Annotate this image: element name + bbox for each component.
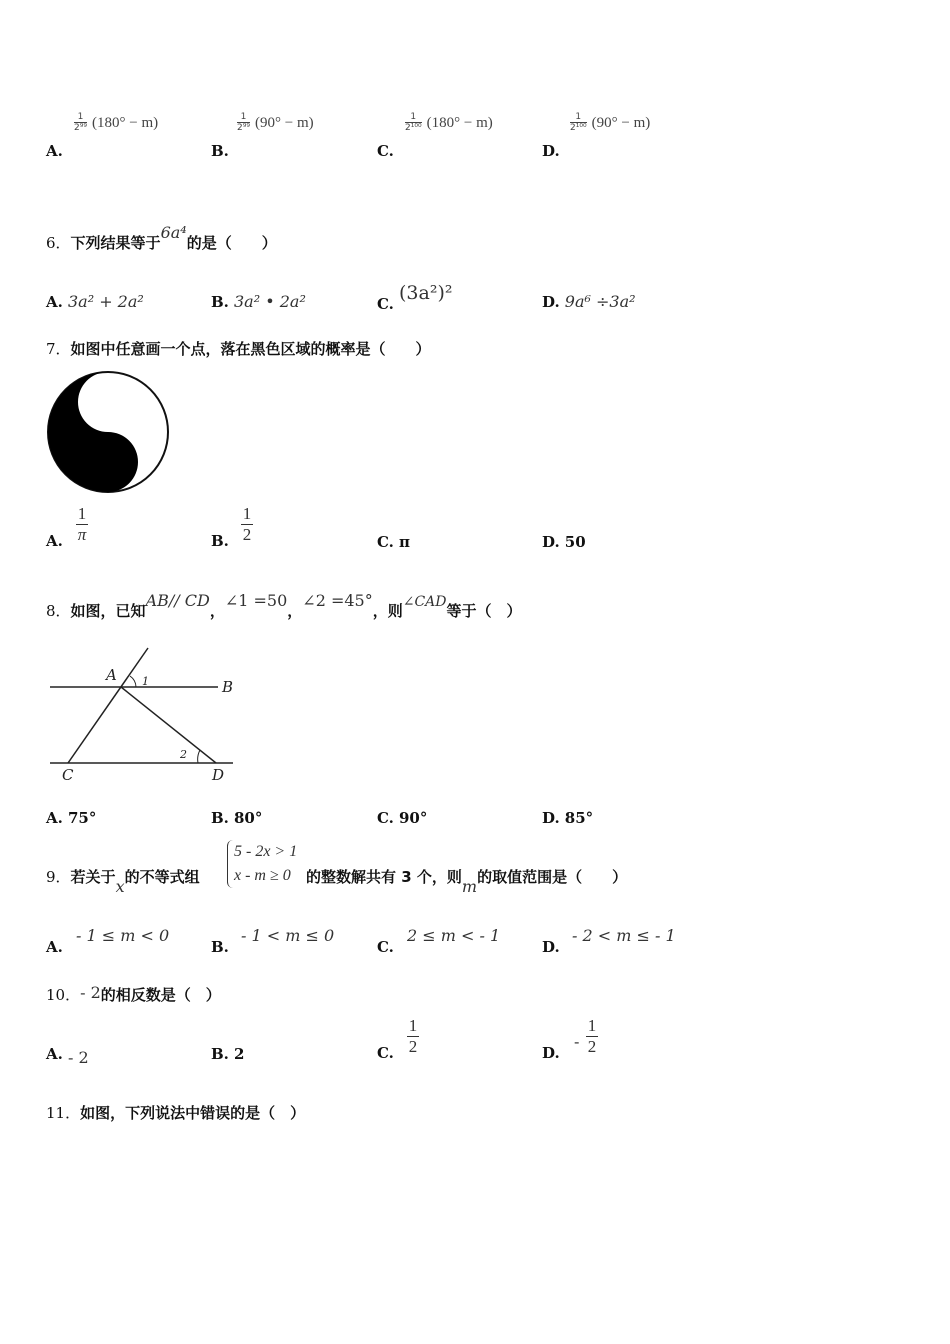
option-letter: B. <box>211 142 229 160</box>
option-letter: B. <box>211 938 229 956</box>
yin-yang-figure <box>44 368 172 496</box>
point-b-label: B <box>222 678 234 696</box>
option-letter: C. <box>377 295 394 313</box>
question-text: 的整数解共有 3 个，则 <box>306 868 462 886</box>
question-text: 下列结果等于 <box>70 234 161 252</box>
point-a-label: A <box>106 666 117 684</box>
fraction-numerator: 1 <box>408 1016 418 1035</box>
option-letter: C. <box>377 142 394 160</box>
option-expression: 3a² • 2a² <box>234 292 306 311</box>
fraction-numerator: 1 <box>410 112 417 122</box>
option-letter: A. <box>46 938 63 956</box>
fraction-numerator: 1 <box>77 112 84 122</box>
q10-stem <box>46 984 221 1005</box>
option-letter: C. <box>377 533 394 551</box>
question-math: - 2 <box>80 983 101 1002</box>
negative-sign: - <box>574 1032 580 1051</box>
option-text: 80° <box>234 809 263 827</box>
triangle-figure <box>48 640 243 785</box>
question-text: 的不等式组 <box>124 868 200 886</box>
question-number: 9． <box>46 868 71 886</box>
question-text: 的取值范围是（ ） <box>477 868 628 886</box>
option-letter: C. <box>377 1044 394 1062</box>
q9-stem <box>46 866 200 896</box>
question-math: m <box>461 877 478 896</box>
q6-option-c[interactable] <box>377 282 453 313</box>
fraction-denominator: 2⁹⁹ <box>237 123 250 133</box>
option-text: 2 <box>234 1045 245 1063</box>
q7-stem <box>46 338 431 359</box>
q6-stem <box>46 223 277 253</box>
question-number: 8． <box>46 602 71 620</box>
q10-option-b[interactable] <box>211 1044 244 1063</box>
option-letter: B. <box>211 1045 229 1063</box>
q6-option-a[interactable] <box>46 292 144 311</box>
question-text: 如图，已知 <box>70 602 146 620</box>
option-text: 85° <box>564 809 594 827</box>
q8-option-d[interactable] <box>542 808 593 827</box>
option-expression: (180° − m) <box>92 115 159 131</box>
option-letter: D. <box>542 533 560 551</box>
question-text: 的是（ ） <box>186 234 277 252</box>
option-text: π <box>399 533 410 551</box>
point-d-label: D <box>212 766 225 784</box>
question-number: 6． <box>46 234 71 252</box>
option-letter: B. <box>211 532 229 550</box>
fraction-denominator: 2¹⁰⁰ <box>405 123 422 133</box>
inequality-line: 5 - 2x > 1 <box>234 843 298 860</box>
option-letter: A. <box>46 142 63 160</box>
question-math: ∠CAD <box>402 594 447 610</box>
q8-option-b[interactable] <box>211 808 262 827</box>
option-expression: - 2 <box>67 1048 89 1067</box>
question-number: 7． <box>46 340 71 358</box>
point-c-label: C <box>62 766 74 784</box>
question-text: ，则 <box>372 602 403 620</box>
option-expression: - 1 < m ≤ 0 <box>241 926 335 945</box>
angle-1-label: 1 <box>142 675 149 688</box>
fraction-denominator: π <box>77 525 87 544</box>
option-letter: A. <box>46 293 63 311</box>
option-expression: (180° − m) <box>426 115 493 131</box>
option-letter: A. <box>46 809 63 827</box>
q6-option-d[interactable] <box>542 292 636 311</box>
option-letter: A. <box>46 532 63 550</box>
q8-option-a[interactable] <box>46 808 96 827</box>
inequality-system <box>227 840 297 888</box>
fraction-numerator: 1 <box>575 112 582 122</box>
fraction-numerator: 1 <box>77 504 87 523</box>
option-letter: B. <box>211 809 229 827</box>
question-number: 11． <box>46 1104 81 1122</box>
option-expression: - 2 < m ≤ - 1 <box>572 926 676 945</box>
option-expression: - 1 ≤ m < 0 <box>76 926 170 945</box>
option-letter: C. <box>377 809 394 827</box>
option-expression: (3a²)² <box>399 282 453 304</box>
inequality-line: x - m ≥ 0 <box>234 867 291 884</box>
option-text: 50 <box>564 533 586 551</box>
q8-option-c[interactable] <box>377 808 427 827</box>
q6-option-b[interactable] <box>211 292 306 311</box>
q11-stem <box>46 1102 305 1123</box>
option-text: 75° <box>67 809 97 827</box>
option-expression: (90° − m) <box>255 115 314 131</box>
fraction-numerator: 1 <box>242 504 252 523</box>
q10-option-a[interactable] <box>46 1044 89 1067</box>
option-letter: D. <box>542 938 560 956</box>
fraction-denominator: 2 <box>408 1037 418 1056</box>
question-math: ∠2 =45° <box>302 591 373 610</box>
option-letter: D. <box>542 809 560 827</box>
question-math: ∠1 =50 <box>224 591 288 610</box>
option-letter: C. <box>377 938 394 956</box>
question-text: 如图中任意画一个点，落在黑色区域的概率是（ ） <box>70 340 431 358</box>
question-math: AB// CD <box>145 591 210 610</box>
fraction-denominator: 2⁹⁹ <box>74 123 87 133</box>
question-text: 如图，下列说法中错误的是（ ） <box>80 1104 306 1122</box>
q7-option-d[interactable] <box>542 532 586 551</box>
question-text: 等于（ ） <box>446 602 522 620</box>
fraction-numerator: 1 <box>240 112 247 122</box>
fraction-denominator: 2 <box>587 1037 597 1056</box>
option-expression: 9a⁶ ÷3a² <box>564 292 636 311</box>
question-text: 若关于 <box>70 868 116 886</box>
question-text: 的相反数是（ ） <box>100 986 221 1004</box>
q8-stem: 8．如图，已知AB// CD，∠1 =50，∠2 =45°，则∠CAD等于（ ） <box>46 591 522 620</box>
option-expression: 2 ≤ m < - 1 <box>407 926 501 945</box>
option-expression: (90° − m) <box>591 115 651 131</box>
option-letter: B. <box>211 293 229 311</box>
question-number: 10． <box>46 986 81 1004</box>
q9-stem-continued <box>306 866 628 896</box>
q7-option-c[interactable] <box>377 532 410 551</box>
option-letter: A. <box>46 1045 63 1063</box>
question-math: x <box>115 877 125 896</box>
fraction-denominator: 2 <box>242 525 252 544</box>
option-letter: D. <box>542 142 560 160</box>
fraction-denominator: 2¹⁰⁰ <box>570 123 587 133</box>
option-letter: D. <box>542 1044 560 1062</box>
fraction-numerator: 1 <box>587 1016 597 1035</box>
angle-2-label: 2 <box>180 748 187 761</box>
option-text: 90° <box>399 809 428 827</box>
question-math: 6a⁴ <box>160 223 187 242</box>
option-expression: 3a² + 2a² <box>67 292 144 311</box>
option-letter: D. <box>542 293 560 311</box>
